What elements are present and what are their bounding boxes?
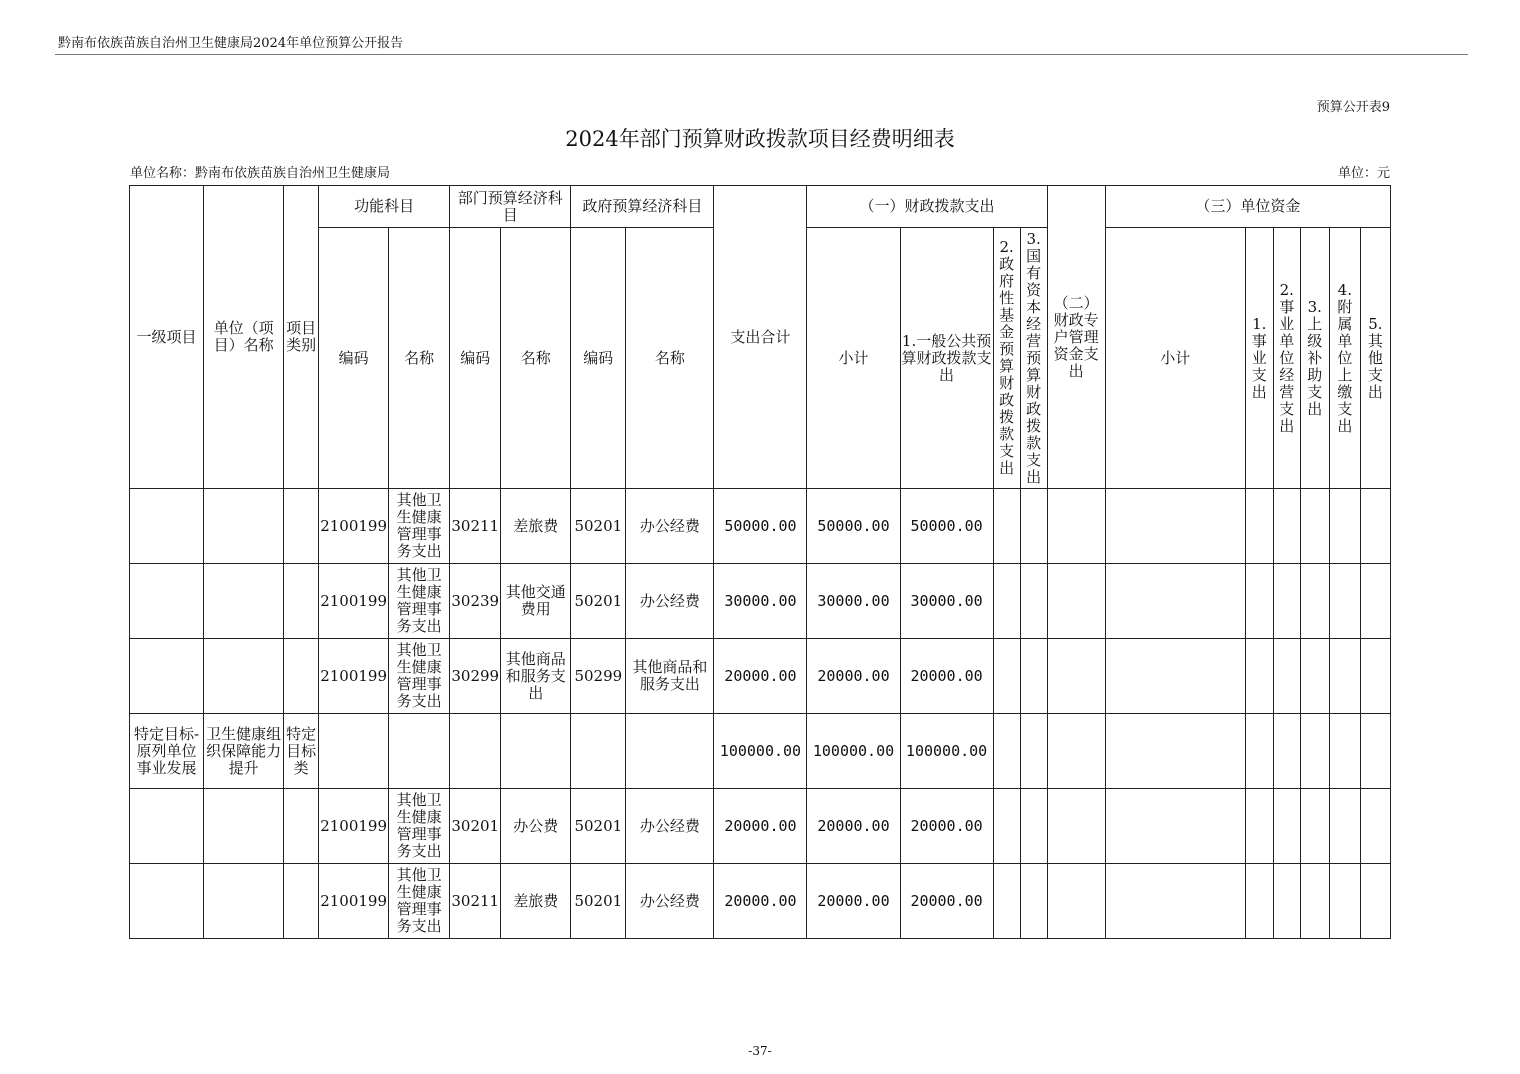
cell-business (1245, 564, 1273, 639)
cell-func-code: 2100199 (319, 489, 389, 564)
cell-level1-project (130, 489, 204, 564)
table-row (130, 564, 1391, 639)
cell-level1-project (130, 639, 204, 714)
cell-dept-code: 30201 (450, 789, 501, 864)
table-body (130, 489, 1391, 939)
header-state-capital-budget (1020, 228, 1047, 489)
table-row (130, 864, 1391, 939)
cell-func-code: 2100199 (319, 789, 389, 864)
cell-unit-subtotal (1105, 639, 1245, 714)
header-operating-expense (1273, 228, 1300, 489)
cell-state-capital (1020, 714, 1047, 789)
cell-total: 50000.00 (714, 489, 807, 564)
cell-dept-code: 30211 (450, 489, 501, 564)
header-project-type: 项目类别 (284, 186, 319, 489)
cell-total: 100000.00 (714, 714, 807, 789)
cell-business (1245, 489, 1273, 564)
cell-gov-code: 50299 (571, 639, 626, 714)
cell-affiliated (1329, 789, 1360, 864)
cell-special-account (1047, 714, 1105, 789)
header-affiliated-remit (1329, 228, 1360, 489)
page-title: 2024年部门预算财政拨款项目经费明细表 (565, 127, 955, 151)
cell-business (1245, 714, 1273, 789)
cell-business (1245, 864, 1273, 939)
cell-project-name: 卫生健康组织保障能力提升 (204, 714, 284, 789)
header-gov-fund-budget (993, 228, 1020, 489)
cell-other (1360, 639, 1390, 714)
cell-general-public: 20000.00 (900, 639, 993, 714)
table-header (130, 186, 1391, 489)
header-other-expense-text: 5.其他支出 (1367, 314, 1383, 401)
cell-state-capital (1020, 789, 1047, 864)
header-business-expense-text: 1.事业支出 (1251, 314, 1267, 401)
cell-affiliated (1329, 564, 1360, 639)
table-row (130, 789, 1391, 864)
cell-project-type (284, 864, 319, 939)
cell-other (1360, 564, 1390, 639)
cell-unit-subtotal (1105, 489, 1245, 564)
cell-dept-name: 其他商品和服务支出 (501, 639, 571, 714)
cell-fiscal-subtotal: 50000.00 (807, 489, 900, 564)
cell-gov-name: 办公经费 (626, 789, 714, 864)
cell-func-name: 其他卫生健康管理事务支出 (389, 864, 450, 939)
header-func-code: 编码 (319, 228, 389, 489)
cell-dept-name: 办公费 (501, 789, 571, 864)
cell-operating (1273, 789, 1300, 864)
cell-unit-subtotal (1105, 789, 1245, 864)
header-fiscal-appropriation: （一）财政拨款支出 (807, 186, 1047, 228)
header-dept-code: 编码 (450, 228, 501, 489)
cell-superior-subsidy (1300, 564, 1329, 639)
cell-dept-code (450, 714, 501, 789)
cell-affiliated (1329, 714, 1360, 789)
cell-project-type: 特定目标类 (284, 714, 319, 789)
cell-fiscal-subtotal: 30000.00 (807, 564, 900, 639)
cell-superior-subsidy (1300, 789, 1329, 864)
cell-unit-subtotal (1105, 564, 1245, 639)
header-gov-econ-subject: 政府预算经济科目 (571, 186, 714, 228)
cell-dept-name: 其他交通费用 (501, 564, 571, 639)
header-business-expense (1245, 228, 1273, 489)
header-project-name: 单位（项目）名称 (204, 186, 284, 489)
cell-superior-subsidy (1300, 864, 1329, 939)
cell-dept-name: 差旅费 (501, 864, 571, 939)
cell-func-code: 2100199 (319, 639, 389, 714)
cell-dept-code: 30211 (450, 864, 501, 939)
cell-func-code: 2100199 (319, 564, 389, 639)
header-fiscal-subtotal: 小计 (807, 228, 900, 489)
cell-gov-name: 办公经费 (626, 864, 714, 939)
cell-state-capital (1020, 489, 1047, 564)
cell-affiliated (1329, 489, 1360, 564)
header-func-name: 名称 (389, 228, 450, 489)
cell-gov-code: 50201 (571, 564, 626, 639)
cell-project-type (284, 789, 319, 864)
cell-fiscal-subtotal: 100000.00 (807, 714, 900, 789)
table-number: 预算公开表9 (1316, 100, 1390, 115)
header-gov-fund-budget-text: 2.政府性基金预算财政拨款支出 (999, 238, 1015, 477)
header-special-account: （二）财政专户管理资金支出 (1047, 186, 1105, 489)
cell-affiliated (1329, 639, 1360, 714)
cell-project-type (284, 639, 319, 714)
cell-gov-name: 其他商品和服务支出 (626, 639, 714, 714)
cell-dept-name: 差旅费 (501, 489, 571, 564)
cell-project-type (284, 489, 319, 564)
cell-operating (1273, 564, 1300, 639)
cell-dept-code: 30239 (450, 564, 501, 639)
cell-gov-code (571, 714, 626, 789)
cell-fiscal-subtotal: 20000.00 (807, 864, 900, 939)
cell-operating (1273, 864, 1300, 939)
currency-unit: 单位：元 (1337, 166, 1390, 181)
cell-total: 20000.00 (714, 789, 807, 864)
header-unit-funds: （三）单位资金 (1105, 186, 1390, 228)
cell-func-code (319, 714, 389, 789)
cell-other (1360, 864, 1390, 939)
cell-project-name (204, 639, 284, 714)
cell-gov-fund (993, 564, 1020, 639)
cell-affiliated (1329, 864, 1360, 939)
cell-dept-name (501, 714, 571, 789)
cell-gov-fund (993, 639, 1020, 714)
cell-gov-code: 50201 (571, 864, 626, 939)
cell-gov-fund (993, 714, 1020, 789)
cell-state-capital (1020, 864, 1047, 939)
cell-operating (1273, 639, 1300, 714)
cell-gov-fund (993, 489, 1020, 564)
cell-func-name: 其他卫生健康管理事务支出 (389, 489, 450, 564)
cell-total: 30000.00 (714, 564, 807, 639)
cell-special-account (1047, 564, 1105, 639)
cell-total: 20000.00 (714, 864, 807, 939)
cell-level1-project (130, 564, 204, 639)
header-superior-subsidy-text: 3.上级补助支出 (1307, 297, 1323, 418)
header-state-capital-budget-text: 3.国有资本经营预算财政拨款支出 (1026, 229, 1042, 486)
cell-general-public: 100000.00 (900, 714, 993, 789)
header-level1-project: 一级项目 (130, 186, 204, 489)
cell-special-account (1047, 864, 1105, 939)
header-gov-name: 名称 (626, 228, 714, 489)
cell-general-public: 50000.00 (900, 489, 993, 564)
budget-table (129, 185, 1391, 939)
cell-fiscal-subtotal: 20000.00 (807, 639, 900, 714)
header-rule (55, 54, 1468, 55)
cell-general-public: 20000.00 (900, 864, 993, 939)
cell-project-name (204, 864, 284, 939)
cell-special-account (1047, 789, 1105, 864)
cell-fiscal-subtotal: 20000.00 (807, 789, 900, 864)
cell-business (1245, 789, 1273, 864)
cell-business (1245, 639, 1273, 714)
cell-gov-code: 50201 (571, 789, 626, 864)
cell-gov-name: 办公经费 (626, 564, 714, 639)
cell-superior-subsidy (1300, 489, 1329, 564)
cell-project-name (204, 489, 284, 564)
cell-state-capital (1020, 639, 1047, 714)
header-operating-expense-text: 2.事业单位经营支出 (1279, 280, 1295, 435)
table-row (130, 639, 1391, 714)
cell-gov-code: 50201 (571, 489, 626, 564)
cell-project-name (204, 789, 284, 864)
cell-level1-project: 特定目标-原列单位事业发展 (130, 714, 204, 789)
page-number: -37- (748, 1044, 772, 1058)
header-affiliated-remit-text: 4.附属单位上缴支出 (1337, 280, 1353, 435)
unit-name: 单位名称：黔南布依族苗族自治州卫生健康局 (130, 166, 391, 181)
header-superior-subsidy (1300, 228, 1329, 489)
table-row (130, 489, 1391, 564)
header-func-subject: 功能科目 (319, 186, 450, 228)
header-gov-code: 编码 (571, 228, 626, 489)
cell-state-capital (1020, 564, 1047, 639)
header-total: 支出合计 (714, 186, 807, 489)
cell-other (1360, 789, 1390, 864)
cell-special-account (1047, 489, 1105, 564)
cell-superior-subsidy (1300, 714, 1329, 789)
cell-total: 20000.00 (714, 639, 807, 714)
cell-gov-name (626, 714, 714, 789)
cell-superior-subsidy (1300, 639, 1329, 714)
cell-project-name (204, 564, 284, 639)
cell-func-code: 2100199 (319, 864, 389, 939)
cell-gov-name: 办公经费 (626, 489, 714, 564)
cell-operating (1273, 714, 1300, 789)
header-dept-econ-subject: 部门预算经济科目 (450, 186, 571, 228)
cell-unit-subtotal (1105, 714, 1245, 789)
cell-func-name: 其他卫生健康管理事务支出 (389, 639, 450, 714)
cell-unit-subtotal (1105, 864, 1245, 939)
cell-gov-fund (993, 864, 1020, 939)
cell-gov-fund (993, 789, 1020, 864)
cell-other (1360, 714, 1390, 789)
cell-project-type (284, 564, 319, 639)
cell-general-public: 20000.00 (900, 789, 993, 864)
table-row (130, 714, 1391, 789)
cell-operating (1273, 489, 1300, 564)
cell-func-name (389, 714, 450, 789)
header-unit-subtotal: 小计 (1105, 228, 1245, 489)
cell-other (1360, 489, 1390, 564)
cell-func-name: 其他卫生健康管理事务支出 (389, 789, 450, 864)
cell-level1-project (130, 789, 204, 864)
cell-special-account (1047, 639, 1105, 714)
cell-level1-project (130, 864, 204, 939)
header-other-expense (1360, 228, 1390, 489)
cell-func-name: 其他卫生健康管理事务支出 (389, 564, 450, 639)
running-header: 黔南布依族苗族自治州卫生健康局2024年单位预算公开报告 (58, 36, 404, 51)
header-general-public-budget: 1.一般公共预算财政拨款支出 (900, 228, 993, 489)
cell-general-public: 30000.00 (900, 564, 993, 639)
cell-dept-code: 30299 (450, 639, 501, 714)
header-dept-name: 名称 (501, 228, 571, 489)
